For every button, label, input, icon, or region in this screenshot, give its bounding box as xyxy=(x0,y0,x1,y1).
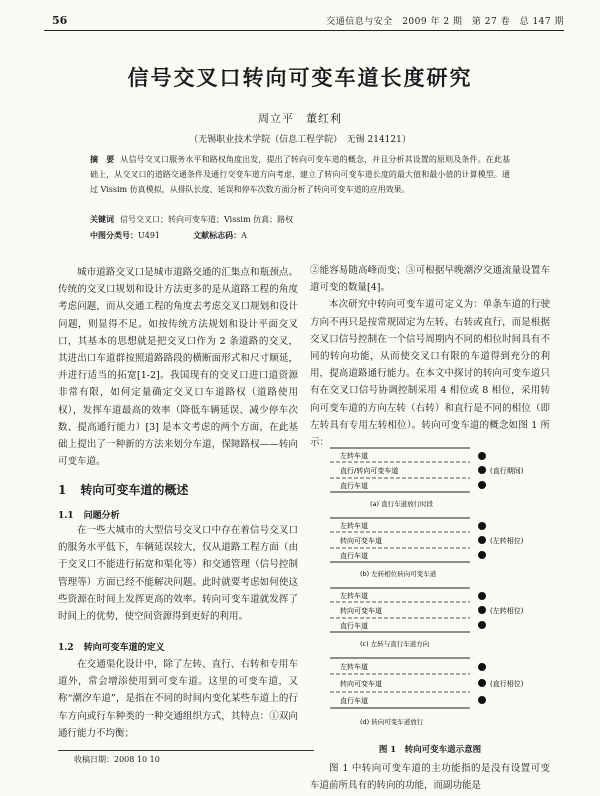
figure-panel-b xyxy=(330,518,524,578)
affiliation: （无锡职业技术学院（信息工程学院） 无锡 214121） xyxy=(189,135,411,145)
subsection-1-1-title: 问题分析 xyxy=(83,511,120,521)
panel-d-note: (直行相位) xyxy=(490,680,524,688)
right-para-2: 本次研究中转向可变车道可定义为：单条车道的行驶方向不再只是按常规固定为左转、右转或直行，而是根据交叉口信号控制在一个信号周期内不同的相位时间具有不同的转向功能，从而使交叉口有限的车道得到充分的利用，提高道路通行能力。在本文中探讨的转向可变车道只有在交叉口信号协调控制采用 4 相位或 8 相位，采用转向可变车道的方向左转（右转）和直行是不同的相位（即左转具有专用左转相位）。转向可变车道的概念如图 1 所示： xyxy=(310,299,550,449)
running-header xyxy=(44,14,564,31)
clc-label: 中图分类号： xyxy=(90,230,138,240)
section-1-heading xyxy=(58,481,202,498)
keywords-label: 关键词 xyxy=(90,214,114,224)
panel-b-note: (左转相位) xyxy=(490,537,524,545)
panel-b-caption: (b) 左转相位转向可变车道 xyxy=(360,570,437,578)
panel-a-lane-1: 左转车道 xyxy=(340,452,368,460)
para-1-2 xyxy=(58,656,298,742)
figure-followup-text xyxy=(310,760,550,794)
received-label: 收稿日期： xyxy=(74,755,114,764)
panel-a-caption: (a) 直行车道放行时段 xyxy=(370,500,434,508)
subsection-1-1-heading xyxy=(58,508,130,521)
section-1-number: 1 xyxy=(58,483,67,497)
figure-panel-d xyxy=(330,658,524,726)
abstract xyxy=(90,152,510,197)
panel-a-note: (直行期间) xyxy=(490,467,524,475)
doc-code: A xyxy=(241,231,247,240)
panel-c-lane-2: 转向可变车道 xyxy=(340,607,382,615)
para-1-1 xyxy=(58,522,298,625)
panel-d-lane-3: 直行车道 xyxy=(340,697,368,705)
panel-c-note: (左转相位) xyxy=(490,607,524,615)
para-1-2-text: 在交通渠化设计中，除了左转、直行、右转和专用车道外，常会增添使用到可变车道。这里的可变车道，又称“潮汐车道”，是指在不同的时间内变化某些车道上的行车方向或行车种类的一种交通组织方式，其特点：①双向通行能力不均衡； xyxy=(58,659,298,739)
abstract-text: 从信号交叉口服务水平和路权角度出发，提出了转向可变车道的概念，并且分析其设置的原则及条件。在此基础上，从交叉口的道路交通条件及通行交变车道方向考虑，建立了转向可变车道长度的最大值和最小值的计算模型。通过 Vissim 仿真模拟，从排队长度、延误和停车次数方面分析了转向可变车道的应用效果。 xyxy=(90,155,511,194)
doc-label: 文献标志码： xyxy=(193,230,242,240)
panel-a-lane-2: 直行/转向可变车道 xyxy=(340,467,399,475)
panel-b-lane-2: 转向可变车道 xyxy=(340,537,382,545)
figure-1-diagram xyxy=(310,442,550,742)
section-1-title: 转向可变车道的概述 xyxy=(80,483,189,497)
left-column-intro xyxy=(58,264,298,470)
panel-c-lane-1: 左转车道 xyxy=(340,592,368,600)
subsection-1-2-title: 转向可变车道的定义 xyxy=(83,643,165,653)
keywords-text: 信号交叉口；转向可变车道；Vissim 仿真；路权 xyxy=(120,215,294,224)
panel-d-caption: (d) 转向可变车道放行 xyxy=(360,718,424,726)
figure-1-caption: 图 1 转向可变车道示意图 xyxy=(378,745,482,755)
abstract-label: 摘 要 xyxy=(90,154,115,164)
paper-title: 信号交叉口转向可变车道长度研究 xyxy=(127,65,473,90)
panel-b-lane-1: 左转车道 xyxy=(340,522,368,530)
panel-c-lane-3: 直行车道 xyxy=(340,622,368,630)
para-1-1-text: 在一些大城市的大型信号交叉口中存在着信号交叉口的服务水平低下，车辆延误较大，仅从道路工程方面（由于交叉口不能进行拓宽和渠化等）和交通管理（信号控制管理等）方面已经不能解决问题。此时就要考虑如何使这些资源在时间上发挥更高的效率。转向可变车道就发挥了时间上的优势，使空间资源得到更好的利用。 xyxy=(58,525,298,623)
panel-a-lane-3: 直行车道 xyxy=(340,482,368,490)
page-number: 56 xyxy=(52,14,68,27)
intro-paragraph: 城市道路交叉口是城市道路交通的汇集点和瓶颈点。传统的交叉口规划和设计方法更多的是从道路工程的角度考虑问题，而从交通工程的角度去考虑交叉口规划和设计问题，则显得不足。如按传统方法规划和设计平面交叉口，其基本的思想就是把交叉口作为 2 条道路的交叉，其进出口车道群按照道路路段的横断面形式和尺寸顺延，并进行适当的拓宽[1-2]。我国现有的交叉口进口道资源非常有限，如何定量确定交叉口车道路权（道路使用权），发挥车道最高的效率（降低车辆延误、减少停车次数、提高通行能力）[3] 是本文考虑的两个方面，在此基础上提出了一种新的方法来划分车道，保障路权——转向可变车道。 xyxy=(58,267,298,468)
panel-c-caption: (c) 左转与直行车道方向 xyxy=(360,640,430,648)
figure-panel-a xyxy=(330,448,524,508)
panel-d-lane-1: 左转车道 xyxy=(340,663,368,671)
right-para-1: ②能容易随高峰而变；③可根据早晚潮汐交通流量设置车道可变的数量[4]。 xyxy=(310,265,550,294)
subsection-1-1-number: 1.1 xyxy=(58,511,74,521)
received-date: 2008 10 10 xyxy=(114,755,160,764)
right-column-text xyxy=(310,262,550,451)
footnote-received xyxy=(58,750,314,765)
subsection-1-2-number: 1.2 xyxy=(58,643,74,653)
panel-b-lane-3: 直行车道 xyxy=(340,552,368,560)
panel-d-lane-2: 转向可变车道 xyxy=(340,680,382,688)
subsection-1-2-heading xyxy=(58,640,175,653)
authors: 周立平 董红利 xyxy=(258,112,342,125)
clc-code: U491 xyxy=(138,231,161,240)
figure-panel-c xyxy=(330,588,524,648)
figure-followup-paragraph: 图 1 中转向可变车道的主功能指的是没有设置可变车道前所具有的转向的功能，而副功能是 xyxy=(310,763,550,791)
classification xyxy=(90,228,510,243)
journal-info: 交通信息与安全 2009 年 2 期 第 27 卷 总 147 期 xyxy=(326,17,564,27)
keywords xyxy=(90,212,510,227)
